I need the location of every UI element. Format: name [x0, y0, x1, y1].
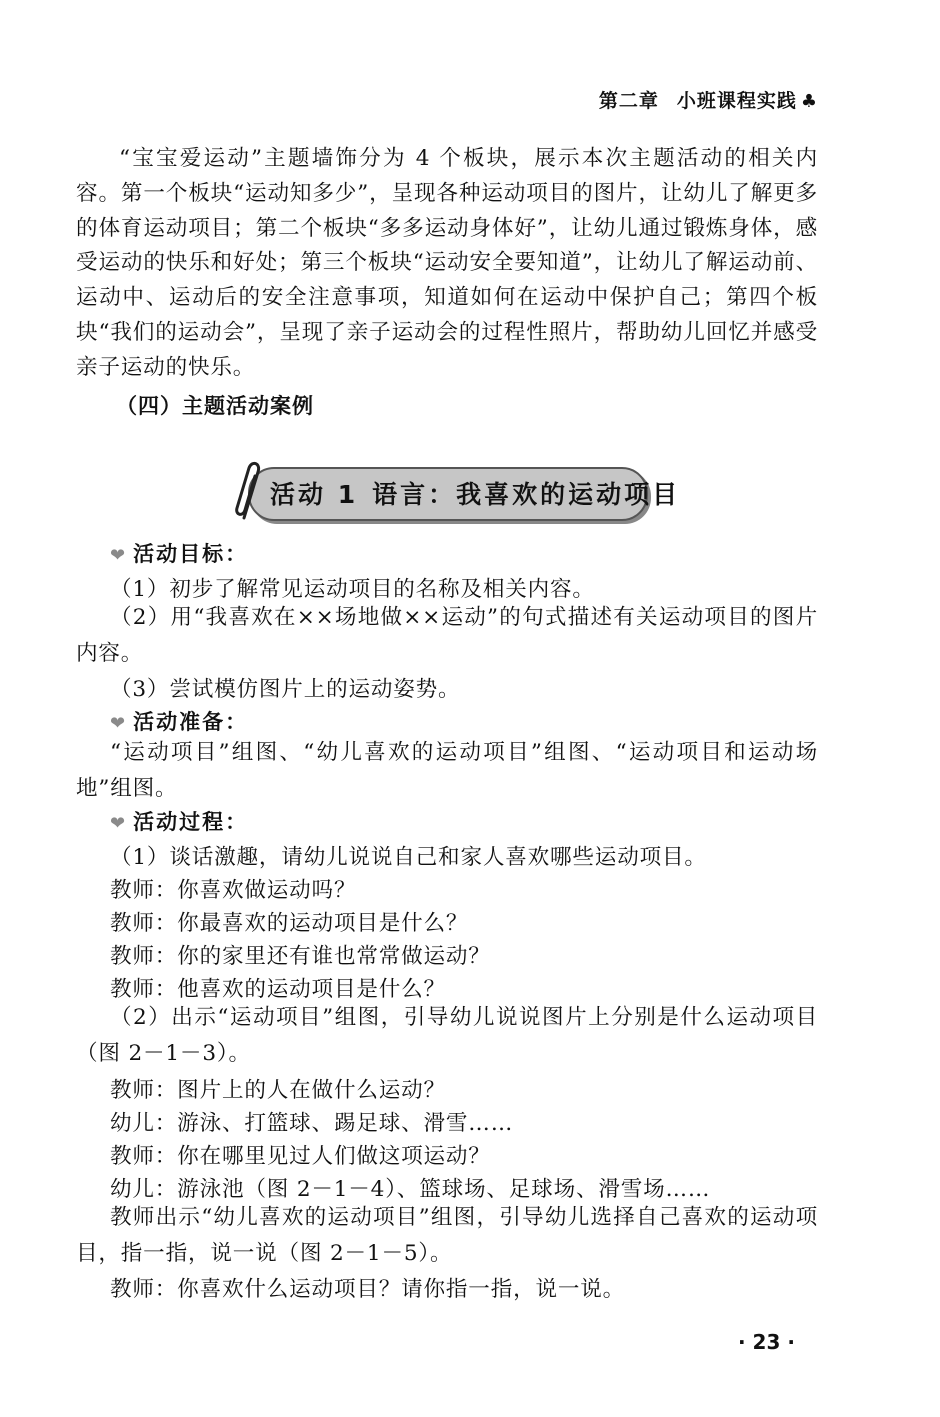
- heart-icon: ❤: [110, 713, 128, 734]
- goals-label: 活动目标：: [133, 542, 249, 566]
- goal-item: （2）用“我喜欢在××场地做××运动”的句式描述有关运动项目的图片内容。: [76, 605, 818, 666]
- section-heading: （四）主题活动案例: [116, 394, 314, 418]
- process-line: 教师：你喜欢什么运动项目？请你指一指，说一说。: [110, 1277, 626, 1302]
- prep-heading: [110, 706, 248, 736]
- process-label: 活动过程：: [133, 810, 249, 834]
- activity-name: 语言：我喜欢的运动项目: [372, 480, 681, 509]
- prep-text: “运动项目”组图、“幼儿喜欢的运动项目”组图、“运动项目和运动场地”组图。: [76, 740, 818, 801]
- clover-icon: ♣: [800, 91, 818, 112]
- process-line: 教师：图片上的人在做什么运动？: [110, 1078, 446, 1103]
- goal-item: （1）初步了解常见运动项目的名称及相关内容。: [110, 577, 595, 602]
- process-line: 教师：你在哪里见过人们做这项运动？: [110, 1144, 491, 1169]
- process-line: 教师：你最喜欢的运动项目是什么？: [110, 911, 469, 936]
- process-line: （1）谈话激趣，请幼儿说说自己和家人喜欢哪些运动项目。: [110, 845, 707, 870]
- process-line: 幼儿：游泳、打篮球、踢足球、滑雪……: [110, 1111, 514, 1136]
- activity-number: 活动 1: [270, 480, 359, 509]
- heart-icon: ❤: [110, 545, 128, 566]
- activity-title: [270, 475, 680, 511]
- process-line: 教师：你的家里还有谁也常常做运动？: [110, 944, 491, 969]
- process-line: 教师：他喜欢的运动项目是什么？: [110, 977, 446, 1002]
- chapter-label: 第二章: [598, 90, 659, 112]
- goals-heading: [110, 538, 248, 568]
- chapter-title: 小班课程实践: [676, 90, 797, 112]
- process-heading: [110, 806, 248, 836]
- running-header: [599, 86, 818, 113]
- process-line: （2）出示“运动项目”组图，引导幼儿说说图片上分别是什么运动项目（图 2－1－3）。: [76, 1005, 818, 1066]
- heart-icon: ❤: [110, 813, 128, 834]
- prep-label: 活动准备：: [133, 710, 249, 734]
- process-line: 幼儿：游泳池（图 2－1－4）、篮球场、足球场、滑雪场……: [110, 1177, 711, 1202]
- process-line: 教师：你喜欢做运动吗？: [110, 878, 357, 903]
- process-line: 教师出示“幼儿喜欢的运动项目”组图，引导幼儿选择自己喜欢的运动项目，指一指，说一说（图 2－1－5）。: [76, 1205, 818, 1266]
- page-number: · 23 ·: [738, 1330, 795, 1354]
- intro-paragraph: “宝宝爱运动”主题墙饰分为 4 个板块，展示本次主题活动的相关内容。第一个板块“运动知多少”，呈现各种运动项目的图片，让幼儿了解更多的体育运动项目；第二个板块“多多运动身体好”，让幼儿通过锻炼身体，感受运动的快乐和好处；第三个板块“运动安全要知道”，让幼儿了解运动前、运动中、运动后的安全注意事项，知道如何在运动中保护自己；第四个板块“我们的运动会”，呈现了亲子运动会的过程性照片，帮助幼儿回忆并感受亲子运动的快乐。: [76, 146, 818, 380]
- goal-item: （3）尝试模仿图片上的运动姿势。: [110, 677, 461, 702]
- paperclip-icon: [228, 458, 272, 524]
